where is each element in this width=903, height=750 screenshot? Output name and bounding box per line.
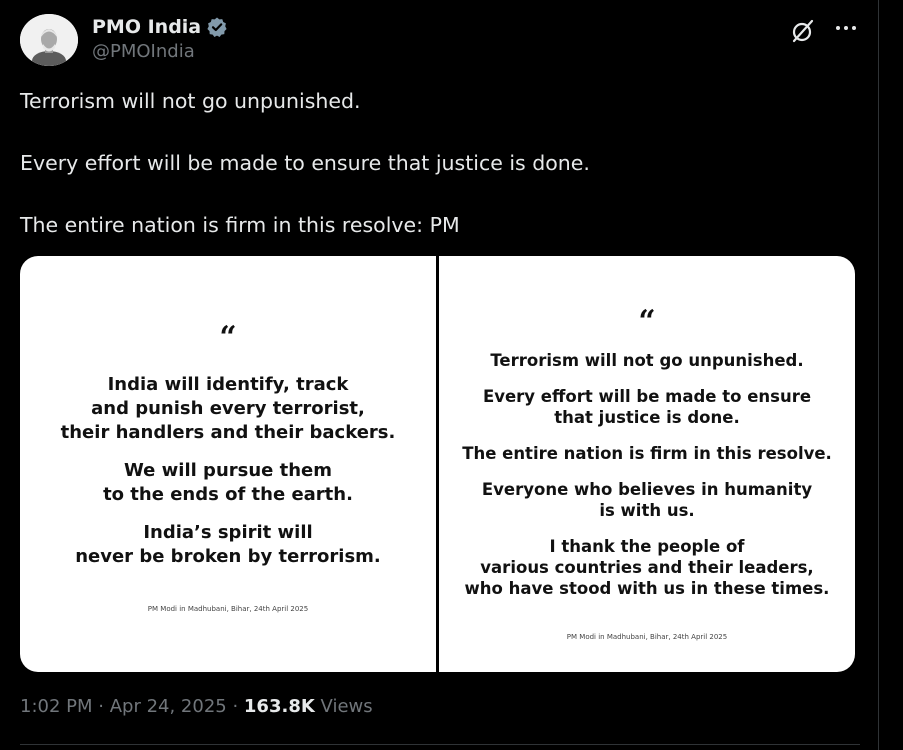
tweet-time[interactable]: 1:02 PM xyxy=(20,696,93,717)
avatar-portrait-icon xyxy=(20,14,78,66)
quote-line: who have stood with us in these times. xyxy=(464,579,830,598)
quote-line: various countries and their leaders, xyxy=(480,558,814,577)
quote-line: India’s spirit will xyxy=(143,522,313,543)
meta-separator: · xyxy=(226,696,244,717)
tweet-paragraph: The entire nation is firm in this resolve: PM xyxy=(20,213,460,237)
quote-line: their handlers and their backers. xyxy=(60,422,396,443)
quote-line: India will identify, track xyxy=(107,374,349,395)
quote-paragraph xyxy=(439,443,855,464)
quote-line: to the ends of the earth. xyxy=(103,484,353,505)
tweet-header xyxy=(20,14,860,70)
quote-mark-icon: “ xyxy=(219,320,237,355)
tweet-paragraph: Terrorism will not go unpunished. xyxy=(20,89,361,113)
tweet-date[interactable]: Apr 24, 2025 xyxy=(109,696,227,717)
tweet-meta xyxy=(20,696,373,717)
grok-icon[interactable] xyxy=(790,18,816,44)
image-caption: PM Modi in Madhubani, Bihar, 24th April 2025 xyxy=(566,633,728,641)
media-image-right[interactable] xyxy=(439,256,855,672)
quote-line: The entire nation is firm in this resolve. xyxy=(462,444,832,463)
quote-paragraph xyxy=(20,373,436,445)
quote-paragraph xyxy=(439,536,855,599)
quote-paragraph xyxy=(439,479,855,521)
tweet-text xyxy=(20,86,860,240)
image-caption: PM Modi in Madhubani, Bihar, 24th April 2025 xyxy=(147,605,309,613)
quote-line: Terrorism will not go unpunished. xyxy=(490,351,804,370)
quote-line: We will pursue them xyxy=(123,460,333,481)
timeline-border xyxy=(878,0,879,750)
quote-line: is with us. xyxy=(599,501,695,520)
views-label: Views xyxy=(320,696,373,717)
quote-paragraph xyxy=(20,459,436,507)
avatar[interactable] xyxy=(20,14,78,66)
display-name[interactable]: PMO India xyxy=(92,16,202,38)
quote-paragraph xyxy=(439,350,855,371)
media-image-left[interactable] xyxy=(20,256,436,672)
quote-line: Every effort will be made to ensure xyxy=(482,387,812,406)
verified-badge-icon[interactable] xyxy=(206,16,228,38)
quote-paragraph xyxy=(439,386,855,428)
meta-separator: · xyxy=(92,696,110,717)
quote-line: and punish every terrorist, xyxy=(91,398,365,419)
quote-line: Everyone who believes in humanity xyxy=(481,480,813,499)
quote-line: never be broken by terrorism. xyxy=(75,546,381,567)
media-grid xyxy=(20,256,855,672)
quote-line: I thank the people of xyxy=(549,537,745,556)
quote-mark-icon: “ xyxy=(638,304,656,339)
divider xyxy=(20,744,860,745)
quote-paragraph xyxy=(20,521,436,569)
tweet-paragraph: Every effort will be made to ensure that justice is done. xyxy=(20,151,590,175)
views-count[interactable]: 163.8K xyxy=(243,696,315,717)
author-names xyxy=(92,14,228,62)
handle[interactable]: @PMOIndia xyxy=(92,41,195,62)
quote-line: that justice is done. xyxy=(554,408,740,427)
more-horizontal-icon[interactable] xyxy=(832,16,860,40)
